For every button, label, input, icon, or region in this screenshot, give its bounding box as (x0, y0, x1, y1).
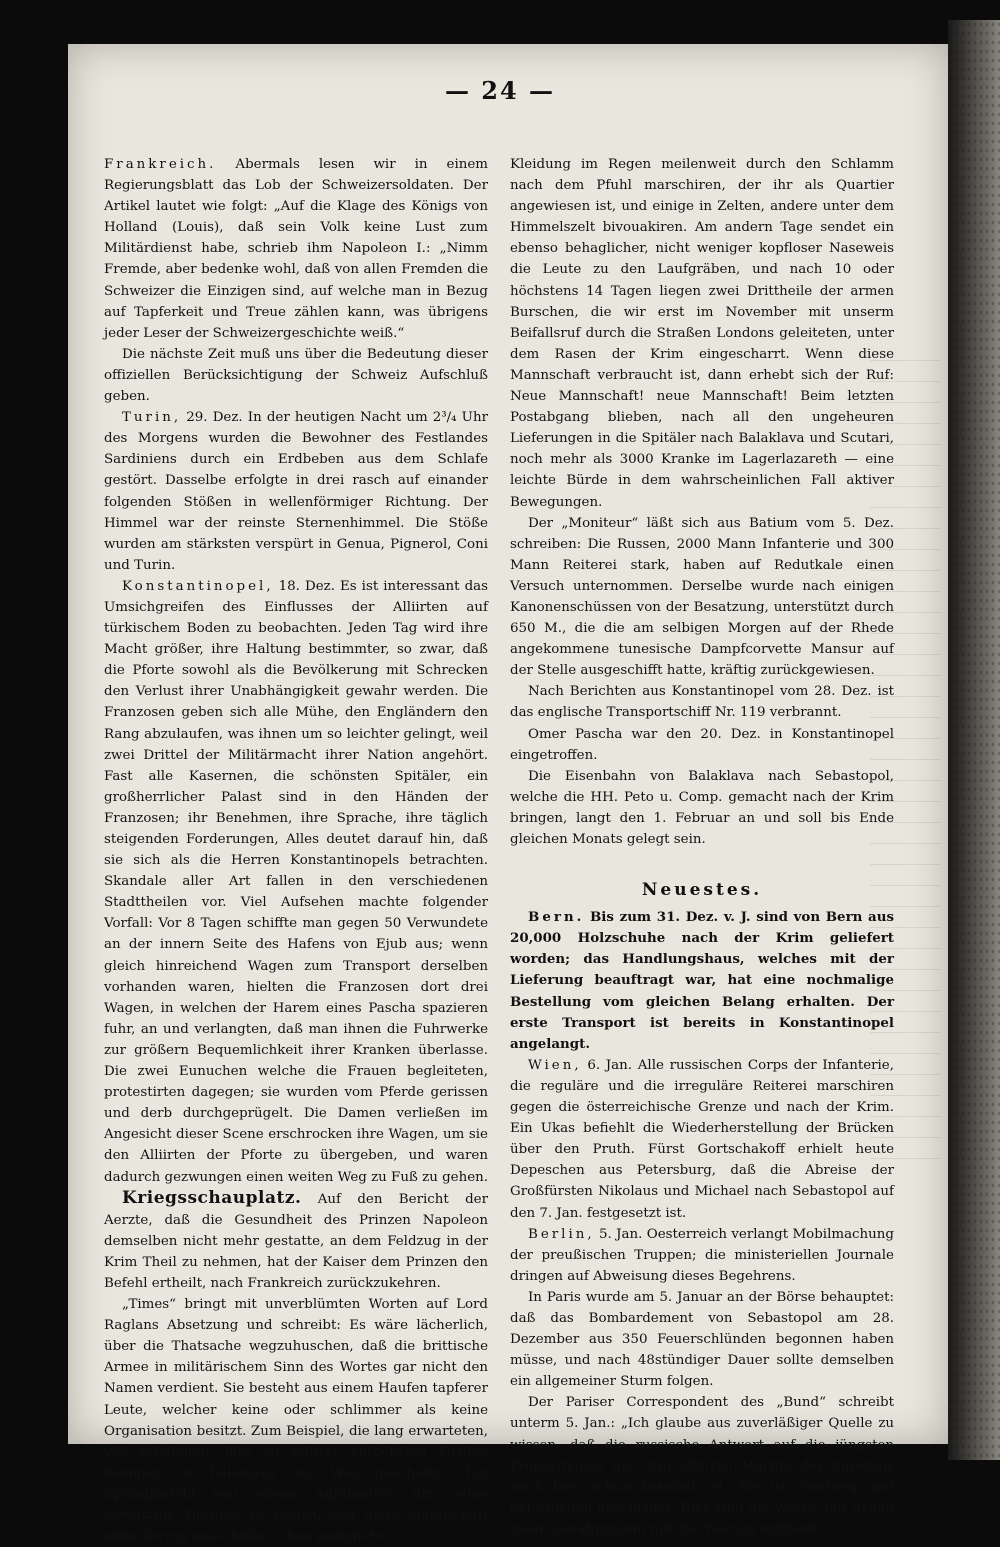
dateline: Berlin, (528, 1226, 595, 1242)
dateline: Turin, (122, 410, 182, 426)
right-column (510, 154, 894, 1540)
page-number: — 24 — (444, 76, 556, 105)
paragraph-text: 6. Jan. Alle russischen Corps der Infanterie, die reguläre und die irreguläre Reiterei marschiren gegen die österreichische Grenze und nach der Krim. Ein Ukas befiehlt die Wiederherstellung der Brücken über den Pruth. Fürst Gortschakoff erhielt heute Depeschen aus Petersburg, daß die Abreise der Großfürsten Nikolaus und Michael nach Sebastopol auf den 7. Jan. festgesetzt ist. (510, 1057, 894, 1221)
paragraph-text: Die nächste Zeit muß uns über die Bedeutung dieser offiziellen Berücksichtigung der Schweiz Aufschluß geben. (104, 346, 488, 405)
paragraph-text: 29. Dez. In der heutigen Nacht um 2³/₄ Uhr des Morgens wurden die Bewohner des Festlandes Sardiniens durch ein Erdbeben aus dem Schlafe gestört. Dasselbe erfolgte in drei rasch auf einander folgenden Stößen in wellenförmiger Richtung. Der Himmel war der reinste Sternenhimmel. Die Stöße wurden am stärksten verspürt in Genua, Pignerol, Coni und Turin. (104, 410, 488, 573)
paragraph-text: „Times“ bringt mit unverblümten Worten auf Lord Raglans Absetzung und schreibt: Es wäre lächerlich, über die Thatsache wegzuhuschen, daß die brittische Armee in militärischem Sinn des Wortes gar nicht den Namen verdient. Sie besteht aus einem Haufen tapferer Leute, welcher keine oder schlimmer als keine Organisation besitzt. Zum Beispiel, die lang erwarteten, viel erbetenen, hier so schwer entbehrten Zuzüge kommen in Balaklava an. Was geschieht? Ein Springinsfeld von einem Adjutanten, um seine vorwitzige Thorheit zu zeigen, läßt diese Mannschaft ohne Verzug ausschiffen, ohne geeignete (104, 1297, 488, 1545)
paragraph-text: Abermals lesen wir in einem Regierungsblatt das Lob der Schweizersoldaten. Der Artikel lautet wie folgt: „Auf die Klage des Königs von Holland (Louis), daß sein Volk keine Lust zum Militärdienst habe, schrieb ihm Napoleon I.: „Nimm Fremde, aber bedenke wohl, daß von allen Fremden die Schweizer die Einzigen sind, auf welche man in Bezug auf Tapferkeit und Treue zählen kann, was übrigens jeder Leser der Schweizergeschichte weiß.“ (104, 157, 488, 341)
paragraph (510, 724, 894, 766)
paragraph-text: Nach Berichten aus Konstantinopel vom 28. Dez. ist das englische Transportschiff Nr. 119 verbrannt. (510, 684, 894, 721)
paragraph-text: In Paris wurde am 5. Januar an der Börse behauptet: daß das Bombardement von Sebastopol am 28. Dezember aus 350 Feuerschlünden begonnen haben müsse, und nach 48stündiger Dauer sollte demselben ein allgemeiner Sturm folgen. (510, 1289, 894, 1390)
dateline: Konstantinopel, (122, 578, 274, 594)
paragraph-text: Die Eisenbahn von Balaklava nach Sebastopol, welche die HH. Peto u. Comp. gemacht nach der Krim bringen, langt den 1. Februar an und soll bis Ende gleichen Monats gelegt sein. (510, 768, 894, 847)
paragraph (104, 154, 488, 344)
paragraph (510, 907, 894, 1055)
paragraph (510, 513, 894, 682)
next-page-edge (948, 20, 1000, 1460)
paragraph-text: Omer Pascha war den 20. Dez. in Konstantinopel eingetroffen. (510, 726, 894, 763)
paragraph (510, 1392, 894, 1540)
paragraph (510, 1055, 894, 1224)
paragraph (510, 154, 894, 513)
paragraph-text: Auf den Bericht der Aerzte, daß die Gesundheit des Prinzen Napoleon demselben nicht mehr gestatte, an dem Feldzug in der Krim Theil zu nehmen, hat der Kaiser dem Prinzen den Befehl ertheilt, nach Frankreich zurückzukehren. (104, 1191, 488, 1291)
paragraph (104, 344, 488, 407)
dateline: Frankreich. (104, 157, 217, 172)
paragraph (510, 681, 894, 723)
paragraph-text: Der „Moniteur“ läßt sich aus Batium vom 5. Dez. schreiben: Die Russen, 2000 Mann Infanterie und 300 Mann Reiterei stark, haben auf Redutkale einen Versuch unternommen. Derselbe wurde nach einigen Kanonenschüssen von der Besatzung, unterstützt durch 650 M., die die am selbigen Morgen auf der Rhede angekommene tunesische Dampfcorvette Mansur auf der Stelle ausgeschifft hatte, kräftig zurückgewiesen. (510, 515, 894, 679)
dateline: Wien, (528, 1057, 582, 1073)
paragraph (104, 407, 488, 576)
left-column (104, 154, 488, 1547)
paragraph-text: 18. Dez. Es ist interessant das Umsichgreifen des Einflusses der Alliirten auf türkischem Boden zu beobachten. Jeden Tag wird ihre Macht größer, ihre Haltung bestimmter, so zwar, daß die Pforte sowohl als die Bevölkerung mit Schrecken den Verlust ihrer Unabhängigkeit gewahr werden. Die Franzosen geben sich alle Mühe, den Engländern den Rang abzulaufen, was ihnen um so leichter gelingt, weil zwei Drittel der Militärmacht ihrer Nation angehört. Fast alle Kasernen, die schönsten Spitäler, ein großherrlicher Palast sind in den Händen der Franzosen; ihr Benehmen, ihre Sprache, ihre täglich steigenden Forderungen, Alles deutet darauf hin, daß sie sich als die Herren Konstantinopels betrachten. Skandale aller Art fallen in den verschiedenen Stadttheilen vor. Viel Aufsehen machte folgender Vorfall: Vor 8 Tagen schiffte man gegen 50 Verwundete an der innern Seite des Hafens von Ejub aus; wenn gleich hinreichend Wagen zum Transport derselben vorhanden waren, hielten die Franzosen dort drei Wagen, in welchen der Harem eines Pascha spazieren fuhr, an und verlangten, daß man ihnen die Fuhrwerke zur größern Bequemlichkeit ihrer Kranken überlasse. Die zwei Eunuchen welche die Frauen begleiteten, protestirten dagegen; sie wurden vom Pferde gerissen und derb durchgeprügelt. Die Damen verließen im Angesicht dieser Scene erschrocken ihre Wagen, um sie den Alliirten der Pforte zu übergeben, und waren dadurch gezwungen einen weiten Weg zu Fuß zu gehen. (104, 578, 488, 1185)
paragraph-text: Kleidung im Regen meilenweit durch den Schlamm nach dem Pfuhl marschiren, der ihr als Quartier angewiesen ist, und einige in Zelten, andere unter dem Himmelszelt bivouakiren. Am andern Tage sendet ein ebenso behaglicher, nicht weniger kopfloser Naseweis die Leute zu den Laufgräben, und nach 10 oder höchstens 14 Tagen liegen zwei Drittheile der armen Burschen, die wir erst im November mit unserm Beifallsruf durch die Straßen Londons geleiteten, unter dem Rasen der Krim eingescharrt. Wenn diese Mannschaft verbraucht ist, dann erhebt sich der Ruf: Neue Mannschaft! neue Mannschaft! Beim letzten Postabgang blieben, nach all den ungeheuren Lieferungen in die Spitäler nach Balaklava und Scutari, noch mehr als 3000 Kranke im Lagerlazareth — eine leichte Bürde in dem wahrscheinlichen Fall aktiver Bewegungen. (510, 157, 894, 510)
section-heading-inline: Kriegsschauplatz. (122, 1187, 302, 1208)
paragraph-text: Bis zum 31. Dez. v. J. sind von Bern aus 20,000 Holzschuhe nach der Krim geliefert worden; das Handlungshaus, welches mit der Lieferung beauftragt war, hat eine nochmalige Bestellung vom gleichen Belang erhalten. Der erste Transport ist bereits in Konstantinopel angelangt. (510, 909, 894, 1052)
paragraph-text: Der Pariser Correspondent des „Bund“ schreibt unterm 5. Jan.: „Ich glaube aus zuverläßiger Quelle zu wissen, daß die russische Antwort auf die jüngsten Propositionen der drei alliirten Mächte der Substanz nach hier schon bekannt ist. Sie ist rundweg und entschieden abschlägig. Dies sind die Worte, mit denen mein Gewährsmann mit das Faktum mittheilt.“ (510, 1395, 894, 1537)
paragraph (510, 1224, 894, 1287)
dateline: Bern. (528, 909, 585, 926)
paragraph (104, 576, 488, 1188)
paragraph (510, 1287, 894, 1392)
paragraph (510, 766, 894, 850)
binding-texture (948, 20, 1000, 1460)
paragraph-text: 5. Jan. Oesterreich verlangt Mobilmachung der preußischen Truppen; die ministeriellen Journale dringen auf Abweisung dieses Begehrens. (510, 1226, 894, 1284)
paragraph (104, 1294, 488, 1547)
section-title: Neuestes. (641, 880, 763, 901)
latest-news-block (510, 907, 894, 1055)
paragraph (104, 1188, 488, 1294)
